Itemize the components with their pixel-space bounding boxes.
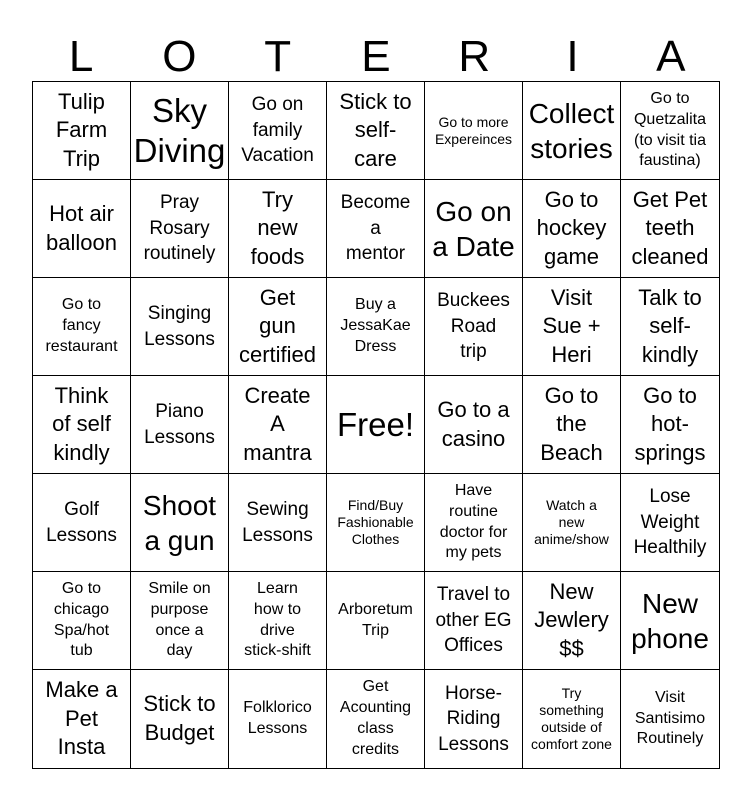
bingo-cell: Talk to self- kindly [621, 278, 719, 376]
title-letter: O [162, 32, 197, 81]
bingo-cell: Stick to self- care [327, 82, 425, 180]
bingo-cell: Folklorico Lessons [229, 670, 327, 768]
bingo-cell: Collect stories [523, 82, 621, 180]
bingo-cell: Learn how to drive stick-shift [229, 572, 327, 670]
bingo-cell: Go to hot- springs [621, 376, 719, 474]
title-letter: L [68, 32, 94, 81]
bingo-cell: Horse- Riding Lessons [425, 670, 523, 768]
bingo-cell: Buckees Road trip [425, 278, 523, 376]
bingo-cell: Go to Quetzalita (to visit tia faustina) [621, 82, 719, 180]
board-title [32, 32, 720, 82]
title-letter: T [264, 32, 292, 81]
title-letter: A [656, 32, 686, 81]
bingo-cell: Go on family Vacation [229, 82, 327, 180]
bingo-cell: Buy a JessaKae Dress [327, 278, 425, 376]
bingo-cell: Make a Pet Insta [33, 670, 131, 768]
bingo-cell: Get Pet teeth cleaned [621, 180, 719, 278]
bingo-cell: Golf Lessons [33, 474, 131, 572]
bingo-cell: Sky Diving [131, 82, 229, 180]
bingo-cell: Try new foods [229, 180, 327, 278]
bingo-cell: New Jewlery $$ [523, 572, 621, 670]
bingo-cell: Get Acounting class credits [327, 670, 425, 768]
bingo-cell: Pray Rosary routinely [131, 180, 229, 278]
bingo-cell: Travel to other EG Offices [425, 572, 523, 670]
bingo-cell: Try something outside of comfort zone [523, 670, 621, 768]
bingo-cell: Singing Lessons [131, 278, 229, 376]
title-letter: R [458, 32, 491, 81]
bingo-cell: Hot air balloon [33, 180, 131, 278]
bingo-cell: Visit Santisimo Routinely [634, 688, 706, 748]
bingo-cell: Watch a new anime/show [523, 474, 621, 572]
bingo-cell: Go to hockey game [523, 180, 621, 278]
bingo-cell: Find/Buy Fashionable Clothes [327, 474, 425, 572]
bingo-cell: Visit Sue + Heri [523, 278, 621, 376]
bingo-cell: Go to a casino [425, 376, 523, 474]
bingo-cell: Go to chicago Spa/hot tub [33, 572, 131, 670]
bingo-cell: Shoot a gun [131, 474, 229, 572]
bingo-cell: Tulip Farm Trip [33, 82, 131, 180]
title-letter: I [566, 32, 579, 81]
bingo-cell: Stick to Budget [131, 670, 229, 768]
bingo-cell: Go to more Expereinces [425, 82, 523, 180]
bingo-cell: Create A mantra [229, 376, 327, 474]
bingo-cell: Get gun certified [229, 278, 327, 376]
bingo-cell: Think of self kindly [33, 376, 131, 474]
bingo-cell: Sewing Lessons [229, 474, 327, 572]
bingo-cell: Have routine doctor for my pets [425, 474, 523, 572]
bingo-cell: Go to the Beach [523, 376, 621, 474]
bingo-grid [32, 81, 720, 769]
bingo-cell: Arboretum Trip [327, 572, 425, 670]
bingo-cell: Go on a Date [425, 180, 523, 278]
bingo-cell: Smile on purpose once a day [131, 572, 229, 670]
bingo-cell: Lose Weight Healthily [621, 474, 719, 572]
free-space-cell: Free! [327, 376, 425, 474]
bingo-cell: Go to fancy restaurant [33, 278, 131, 376]
bingo-cell: Become a mentor [327, 180, 425, 278]
bingo-cell: New phone [621, 572, 719, 670]
title-letter: E [361, 32, 391, 81]
bingo-cell: Piano Lessons [131, 376, 229, 474]
